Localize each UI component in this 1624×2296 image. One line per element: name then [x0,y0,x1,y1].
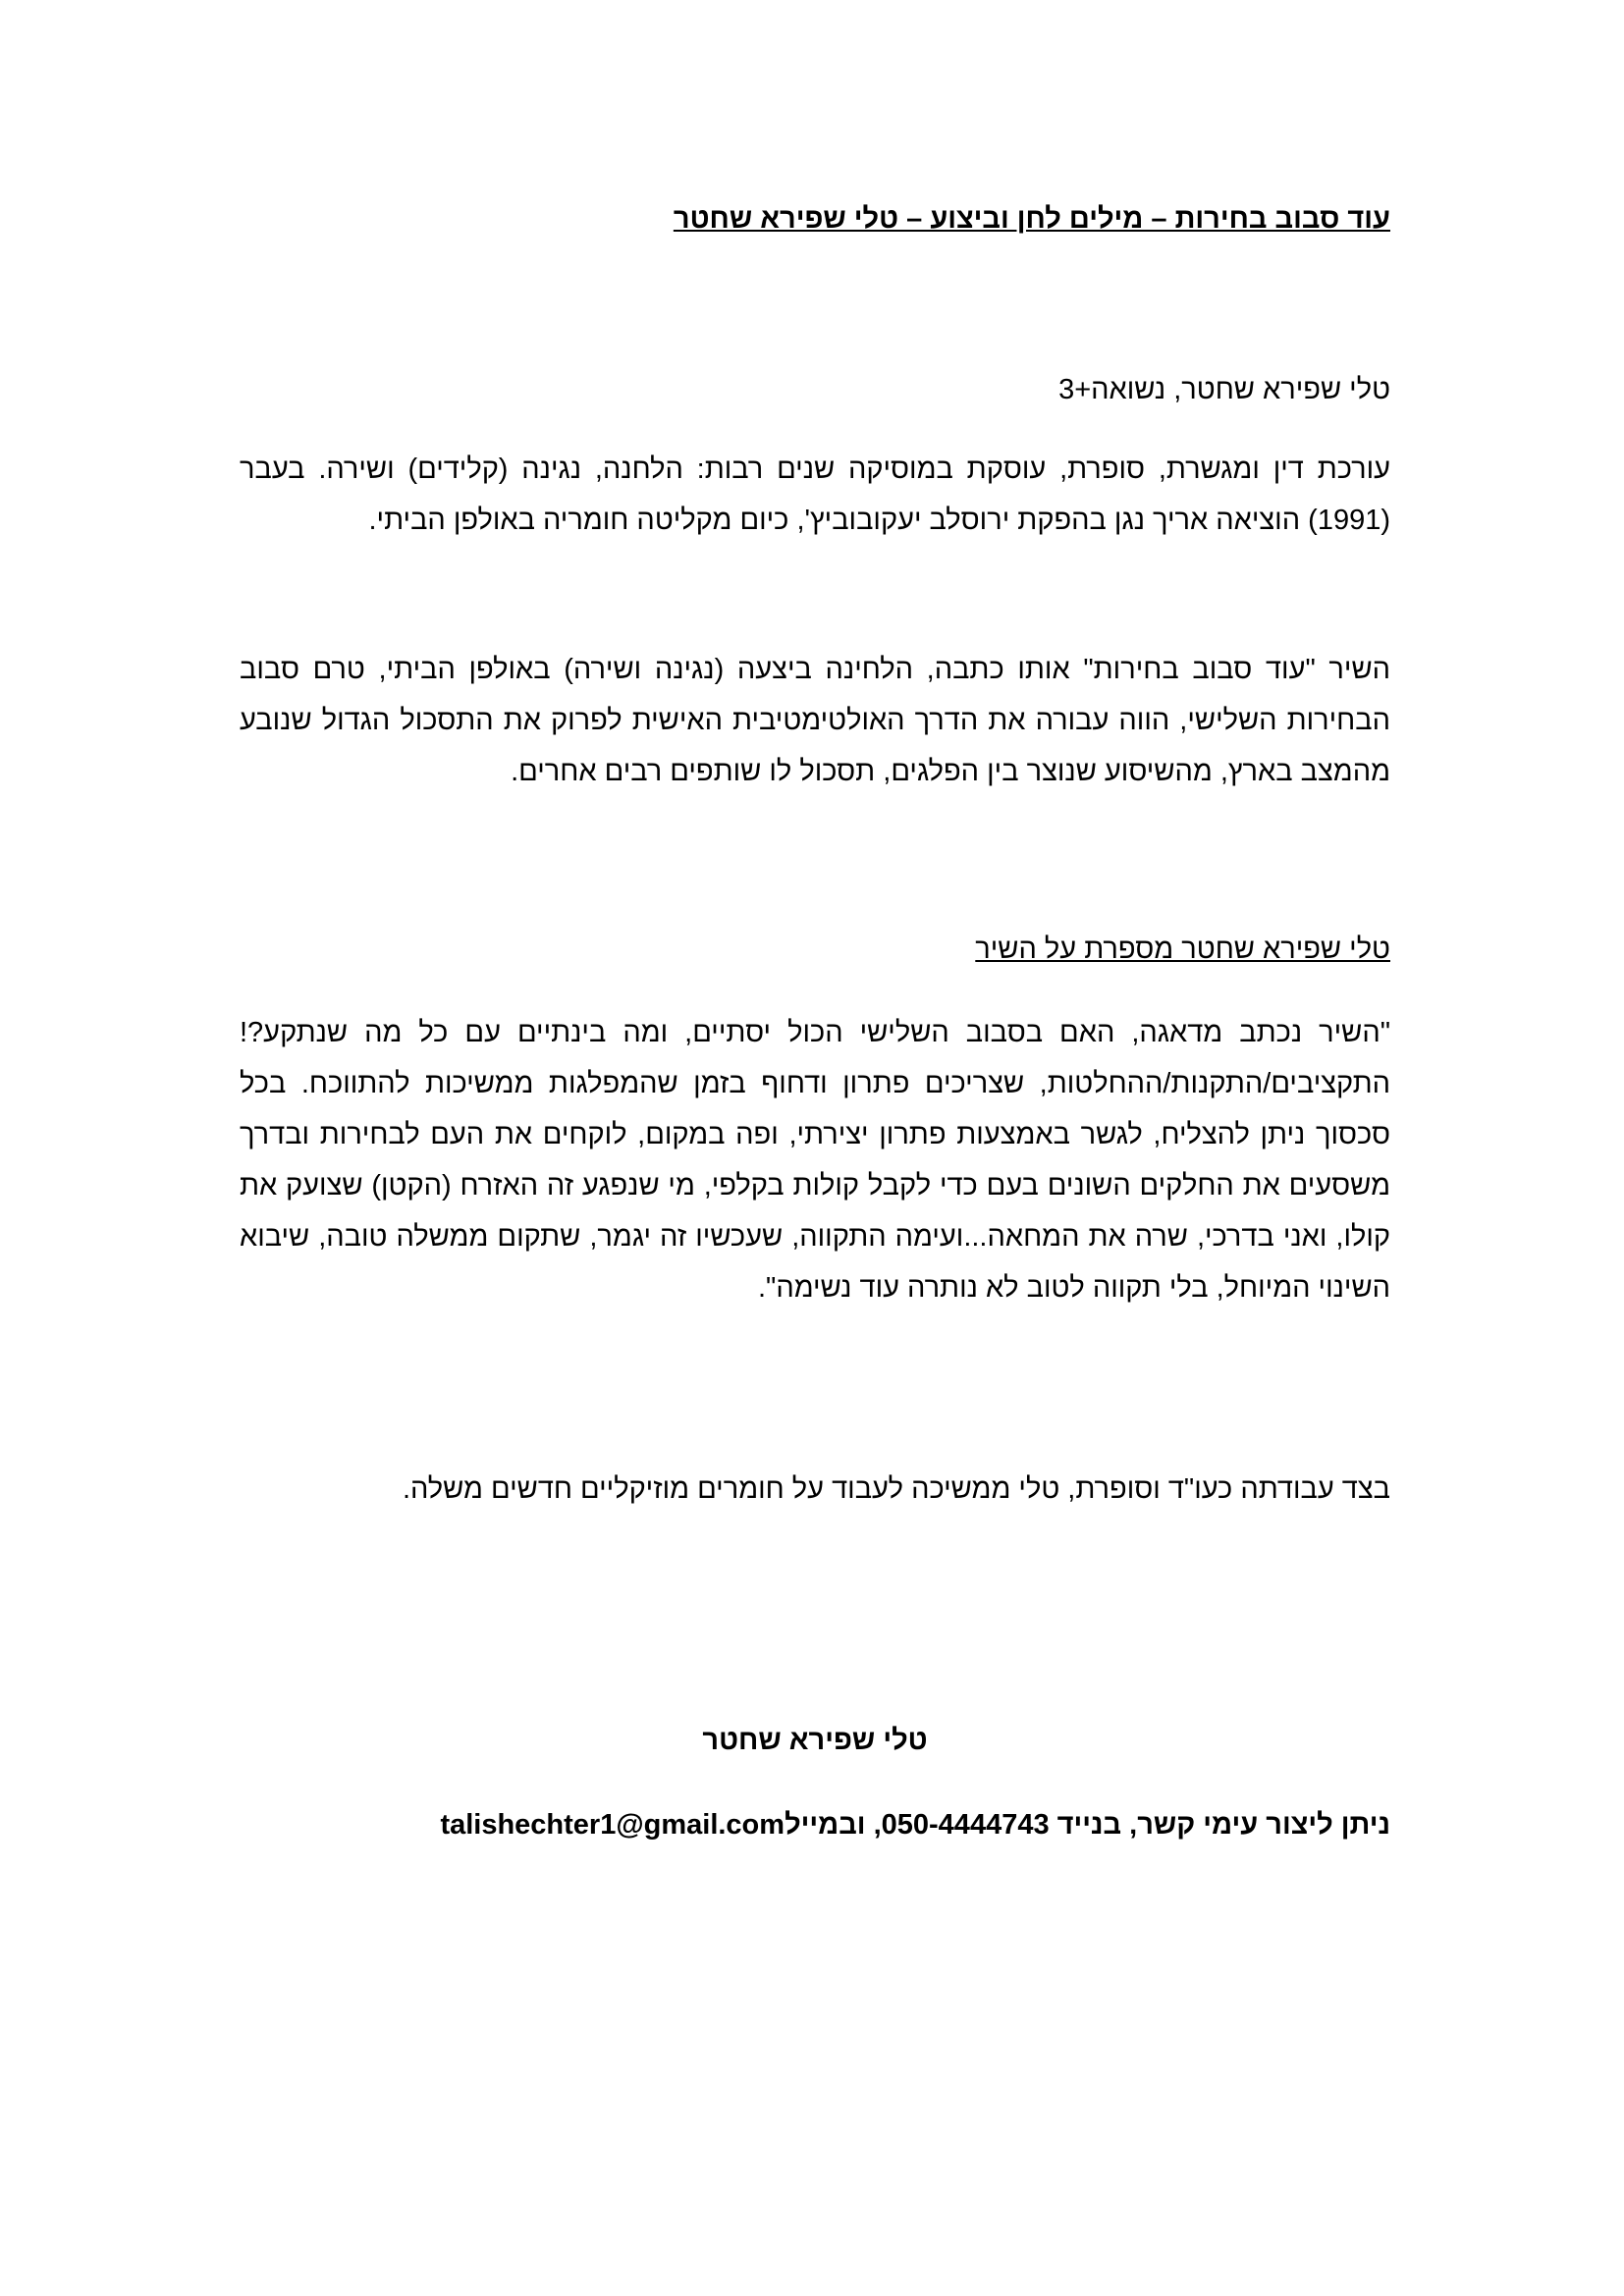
paragraph-quote: "השיר נכתב מדאגה, האם בסבוב השלישי הכול יסתיים, ומה בינתיים עם כל מה שנתקע?! התקציבים/התקנות/ההחלטות, שצריכים פתרון ודחוף בזמן שהמפלגות ממשיכות להתווכח. בכל סכסוך ניתן להצליח, לגשר באמצעות פתרון יצירתי, ופה במקום, לוקחים את העם לבחירות ובדרך משסעים את החלקים השונים בעם כדי לקבל קולות בקלפי, מי שנפגע זה האזרח (הקטן) שצועק את קולו, ואני בדרכי, שרה את המחאה...ועימה התקווה, שעכשיו זה יגמר, שתקום ממשלה טובה, שיבוא השינוי המיוחל, בלי תקווה לטוב לא נותרה עוד נשימה". [240,1017,1390,1304]
intro-line: טלי שפירא שחטר, נשואה+3 [1058,374,1390,405]
contact-line [240,1804,1390,1845]
paragraph-closing: בצד עבודתה כעו"ד וסופרת, טלי ממשיכה לעבוד על חומרים מוזיקליים חדשים משלה. [402,1473,1390,1505]
paragraph-song-background: השיר "עוד סבוב בחירות" אותו כתבה, הלחינה ביצעה (נגינה ושירה) באולפן הביתי, טרם סבוב הבחירות השלישי, הווה עבורה את הדרך האולטימטיבית האישית לפרוק את התסכול הגדול שנובע מהמצב בארץ, מהשיסוע שנוצר בין הפלגים, תסכול לו שותפים רבים אחרים. [240,654,1390,787]
signature-name: טלי שפירא שחטר [702,1725,928,1756]
contact-text: ניתן ליצור עימי קשר, בנייד 050-4444743, ובמייל [785,1809,1390,1841]
document-title: עוד סבוב בחירות – מילים לחן וביצוע – טלי שפירא שחטר [673,203,1390,235]
section-subheading: טלי שפירא שחטר מספרת על השיר [975,934,1390,965]
paragraph-bio: עורכת דין ומגשרת, סופרת, עוסקת במוסיקה שנים רבות: הלחנה, נגינה (קלידים) ושירה. בעבר (1991) הוציאה אריך נגן בהפקת ירוסלב יעקובוביץ', כיום מקליטה חומריה באולפן הביתי. [240,454,1390,536]
contact-email[interactable]: talishechter1@gmail.com [440,1809,785,1841]
